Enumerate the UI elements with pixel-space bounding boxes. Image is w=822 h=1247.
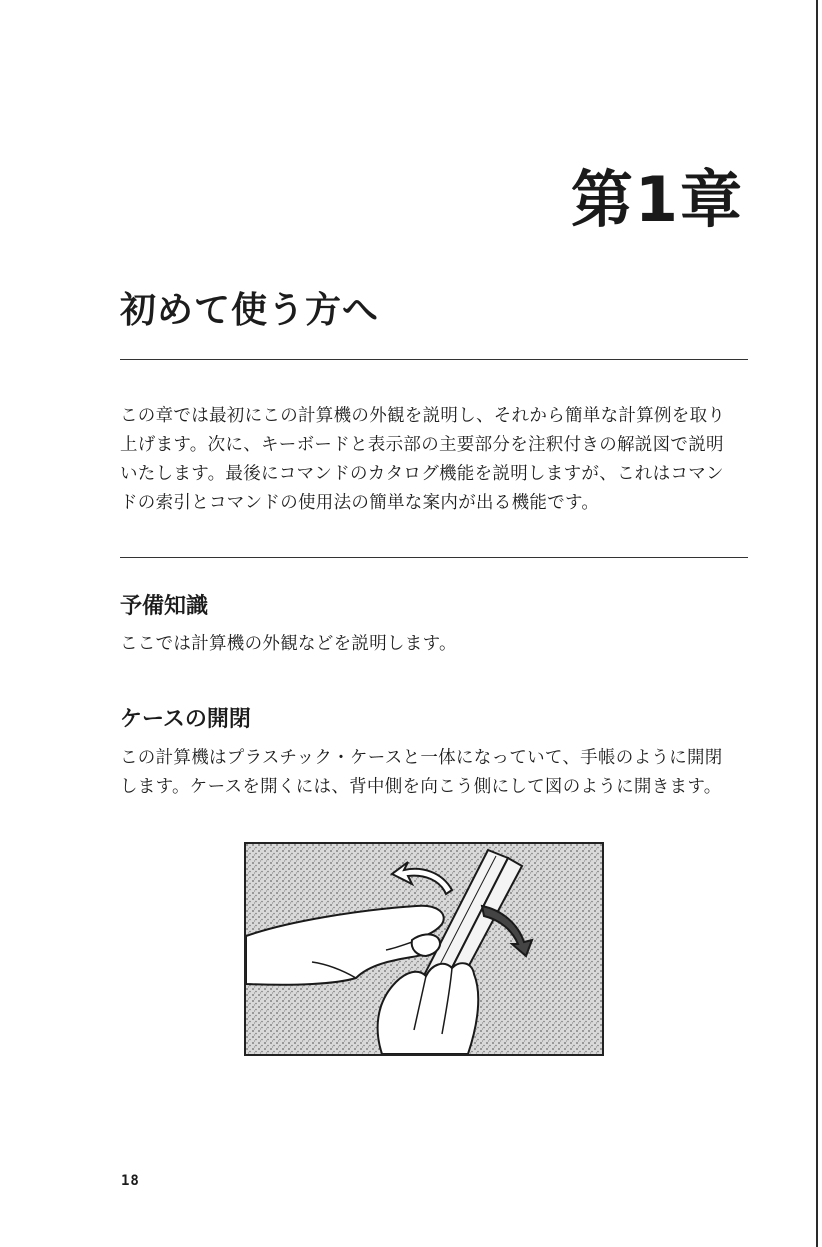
preparation-line: ここでは計算機の外観などを説明します。 [120,634,457,654]
case-line: します。ケースを開くには、背中側を向こう側にして図のように開きます。 [120,777,722,797]
chapter-title: 第1章 [570,163,744,236]
top-rule [120,359,748,360]
section-heading-case: ケースの開閉 [120,707,251,732]
section-heading-preparation: 予備知識 [120,594,209,619]
chapter-heading: 初めて使う方へ [120,290,380,331]
case-opening-illustration [244,842,604,1056]
section-rule [120,557,748,558]
intro-line: この章では最初にこの計算機の外観を説明し、それから簡単な計算例を取り [120,406,726,426]
preparation-paragraph [120,630,760,659]
case-paragraph [120,744,760,802]
page-number: 18 [121,1173,140,1189]
case-line: この計算機はプラスチック・ケースと一体になっていて、手帳のように開閉 [120,748,723,768]
page-edge [816,0,818,1247]
intro-line: いたします。最後にコマンドのカタログ機能を説明しますが、これはコマン [120,464,724,484]
intro-line: 上げます。次に、キーボードと表示部の主要部分を注釈付きの解説図で説明 [120,435,724,455]
intro-paragraph [120,402,760,518]
intro-line: ドの索引とコマンドの使用法の簡単な案内が出る機能です。 [120,493,600,513]
